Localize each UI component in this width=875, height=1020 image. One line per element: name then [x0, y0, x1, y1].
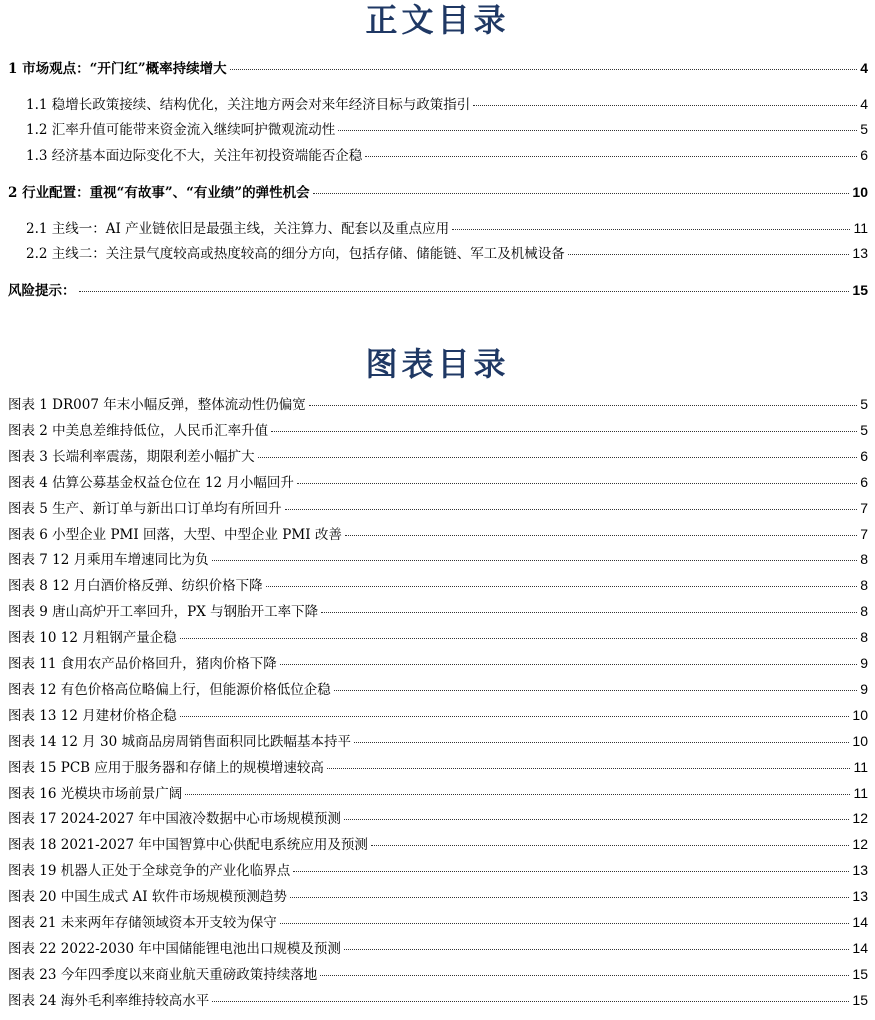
- figure-entry[interactable]: [8, 834, 868, 854]
- figure-entry-page: 6: [860, 447, 868, 464]
- toc-entry-page: 4: [860, 60, 868, 76]
- figure-entry-label: 图表 7 12 月乘用车增速同比为负: [8, 552, 209, 569]
- figure-entry[interactable]: [8, 860, 868, 880]
- figure-entry[interactable]: [8, 757, 868, 777]
- dot-leader: [230, 69, 858, 70]
- toc-entry-page: 13: [852, 245, 868, 261]
- figure-entry[interactable]: [8, 498, 868, 518]
- figure-entry-page: 11: [853, 758, 868, 775]
- dot-leader: [290, 897, 849, 898]
- figure-entry-page: 14: [852, 914, 868, 930]
- figure-entry-label: 图表 16 光模块市场前景广阔: [8, 785, 183, 802]
- figure-entry[interactable]: [8, 472, 868, 492]
- figure-entry[interactable]: [8, 705, 868, 725]
- figure-entry[interactable]: [8, 394, 868, 414]
- figure-entry-label: 图表 23 今年四季度以来商业航天重磅政策持续落地: [8, 966, 318, 983]
- figure-entry-page: 6: [860, 473, 868, 490]
- figure-entry[interactable]: [8, 964, 868, 984]
- toc-entry-1[interactable]: [8, 58, 868, 78]
- toc-entry-page: 6: [860, 147, 868, 163]
- figure-entry[interactable]: [8, 524, 868, 544]
- dot-leader: [180, 716, 850, 717]
- figure-entry-label: 图表 3 长端利率震荡，期限利差小幅扩大: [8, 448, 255, 465]
- dot-leader: [371, 845, 850, 846]
- dot-leader: [365, 156, 857, 157]
- toc-entry-label: 风险提示：: [8, 283, 76, 299]
- dot-leader: [338, 130, 857, 131]
- dot-leader: [271, 431, 857, 432]
- figure-entry-page: 14: [852, 939, 868, 956]
- figure-entry[interactable]: [8, 886, 868, 906]
- dot-leader: [344, 819, 850, 820]
- figure-entry-label: 图表 20 中国生成式 AI 软件市场规模预测趋势: [8, 889, 287, 906]
- dot-leader: [180, 638, 857, 639]
- dot-leader: [345, 535, 857, 536]
- figure-entry-label: 图表 8 12 月白酒价格反弹、纺织价格下降: [8, 578, 263, 595]
- dot-leader: [266, 586, 858, 587]
- dot-leader: [79, 291, 850, 292]
- dot-leader: [334, 690, 857, 691]
- dot-leader: [293, 871, 849, 872]
- toc-entry-1-2[interactable]: [26, 119, 868, 139]
- figure-entry[interactable]: [8, 808, 868, 828]
- figure-entry-page: 8: [860, 629, 868, 646]
- toc-entry-label: 1 市场观点：“开门红”概率持续增大: [8, 61, 227, 77]
- figure-entry-label: 图表 5 生产、新订单与新出口订单均有所回升: [8, 500, 282, 517]
- figure-entry-label: 图表 1 DR007 年末小幅反弹，整体流动性仍偏宽: [8, 397, 306, 413]
- figure-entry[interactable]: [8, 783, 868, 803]
- figure-entry-label: 图表 2 中美息差维持低位，人民币汇率升值: [8, 422, 269, 439]
- figure-entry-page: 7: [860, 525, 868, 542]
- dot-leader: [313, 193, 850, 194]
- figure-entry[interactable]: [8, 912, 868, 932]
- dot-leader: [258, 457, 858, 458]
- figure-entry-label: 图表 18 2021-2027 年中国智算中心供配电系统应用及预测: [8, 837, 368, 854]
- figure-entry-label: 图表 21 未来两年存储领域资本开支较为保守: [8, 915, 277, 931]
- toc-entry-1-1[interactable]: [26, 94, 868, 114]
- figure-entry[interactable]: [8, 990, 868, 1010]
- figure-entry-page: 10: [852, 706, 868, 723]
- figure-entry-label: 图表 4 估算公募基金权益仓位在 12 月小幅回升: [8, 474, 294, 491]
- figure-entry-page: 12: [852, 810, 868, 827]
- dot-leader: [473, 105, 857, 106]
- figure-entry-label: 图表 9 唐山高炉开工率回升，PX 与钢胎开工率下降: [8, 604, 319, 621]
- figure-entry-label: 图表 14 12 月 30 城商品房周销售面积同比跌幅基本持平: [8, 733, 351, 750]
- figure-entry-label: 图表 15 PCB 应用于服务器和存储上的规模增速较高: [8, 759, 324, 776]
- figure-entry-page: 8: [860, 551, 868, 568]
- figure-entry[interactable]: [8, 549, 868, 569]
- figure-entry[interactable]: [8, 679, 868, 699]
- dot-leader: [354, 742, 849, 743]
- dot-leader: [280, 664, 857, 665]
- figure-entry-label: 图表 24 海外毛利率维持较高水平: [8, 992, 210, 1009]
- toc-entry-risk[interactable]: [8, 280, 868, 300]
- dot-leader: [321, 612, 857, 613]
- figure-entry[interactable]: [8, 575, 868, 595]
- figure-entry-label: 图表 17 2024-2027 年中国液冷数据中心市场规模预测: [8, 811, 341, 828]
- dot-leader: [327, 768, 851, 769]
- figure-entry-label: 图表 13 12 月建材价格企稳: [8, 707, 177, 724]
- figure-entry-page: 11: [853, 784, 868, 801]
- dot-leader: [285, 509, 858, 510]
- figure-entry[interactable]: [8, 446, 868, 466]
- toc-entry-label: 2.2 主线二：关注景气度较高或热度较高的细分方向，包括存储、储能链、军工及机械设备: [26, 246, 565, 262]
- figure-entry-label: 图表 19 机器人正处于全球竞争的产业化临界点: [8, 863, 291, 880]
- dot-leader: [212, 1001, 849, 1002]
- figure-entry-label: 图表 10 12 月粗钢产量企稳: [8, 630, 177, 647]
- figure-entry-page: 5: [860, 396, 868, 412]
- toc-heading: 正文目录: [365, 1, 510, 39]
- dot-leader: [309, 405, 857, 406]
- dot-leader: [344, 949, 850, 950]
- figure-entry-page: 7: [860, 499, 868, 516]
- toc-entry-label: 2 行业配置：重视“有故事”、“有业绩”的弹性机会: [8, 185, 310, 201]
- toc-entry-page: 15: [852, 282, 868, 298]
- figure-entry-page: 10: [852, 732, 868, 749]
- figure-entry-page: 12: [852, 836, 868, 853]
- figure-entry[interactable]: [8, 938, 868, 958]
- dot-leader: [297, 483, 857, 484]
- figure-entry-page: 8: [860, 603, 868, 620]
- toc-entry-page: 10: [852, 184, 868, 200]
- toc-entry-label: 1.3 经济基本面边际变化不大，关注年初投资端能否企稳: [26, 148, 363, 164]
- figure-entry-page: 15: [852, 991, 868, 1008]
- toc-entry-2-2[interactable]: [26, 243, 868, 263]
- dot-leader: [212, 560, 858, 561]
- dot-leader: [568, 254, 850, 255]
- toc-entry-label: 1.1 稳增长政策接续、结构优化，关注地方两会对来年经济目标与政策指引: [26, 97, 471, 113]
- figure-entry-page: 9: [860, 680, 868, 697]
- figure-entry-page: 15: [852, 965, 868, 982]
- figure-entry[interactable]: [8, 731, 868, 751]
- figure-entry-page: 5: [860, 421, 868, 438]
- toc-entry-2[interactable]: [8, 182, 868, 202]
- toc-entry-page: 4: [860, 96, 868, 112]
- figure-entry-page: 13: [852, 862, 868, 879]
- figure-entry-page: 9: [860, 655, 868, 671]
- toc-entry-label: 1.2 汇率升值可能带来资金流入继续呵护微观流动性: [26, 122, 336, 138]
- figure-entry-label: 图表 11 食用农产品价格回升，猪肉价格下降: [8, 656, 277, 672]
- toc-entry-2-1[interactable]: [26, 218, 868, 238]
- figure-entry[interactable]: [8, 627, 868, 647]
- figure-entry-label: 图表 22 2022-2030 年中国储能锂电池出口规模及预测: [8, 940, 341, 957]
- figure-entry[interactable]: [8, 601, 868, 621]
- figure-entry-page: 8: [860, 577, 868, 594]
- dot-leader: [185, 794, 850, 795]
- toc-entry-1-3[interactable]: [26, 145, 868, 165]
- dot-leader: [280, 923, 850, 924]
- toc-entry-label: 2.1 主线一：AI 产业链依旧是最强主线，关注算力、配套以及重点应用: [26, 221, 450, 237]
- figure-entry[interactable]: [8, 420, 868, 440]
- toc-entry-page: 11: [853, 220, 868, 236]
- figure-entry-label: 图表 6 小型企业 PMI 回落，大型、中型企业 PMI 改善: [8, 526, 342, 543]
- figures-heading: 图表目录: [365, 345, 510, 383]
- figure-entry-page: 13: [852, 888, 868, 905]
- toc-entry-page: 5: [860, 121, 868, 137]
- figure-entry-label: 图表 12 有色价格高位略偏上行，但能源价格低位企稳: [8, 681, 331, 698]
- dot-leader: [452, 229, 850, 230]
- figure-entry[interactable]: [8, 653, 868, 673]
- dot-leader: [320, 975, 849, 976]
